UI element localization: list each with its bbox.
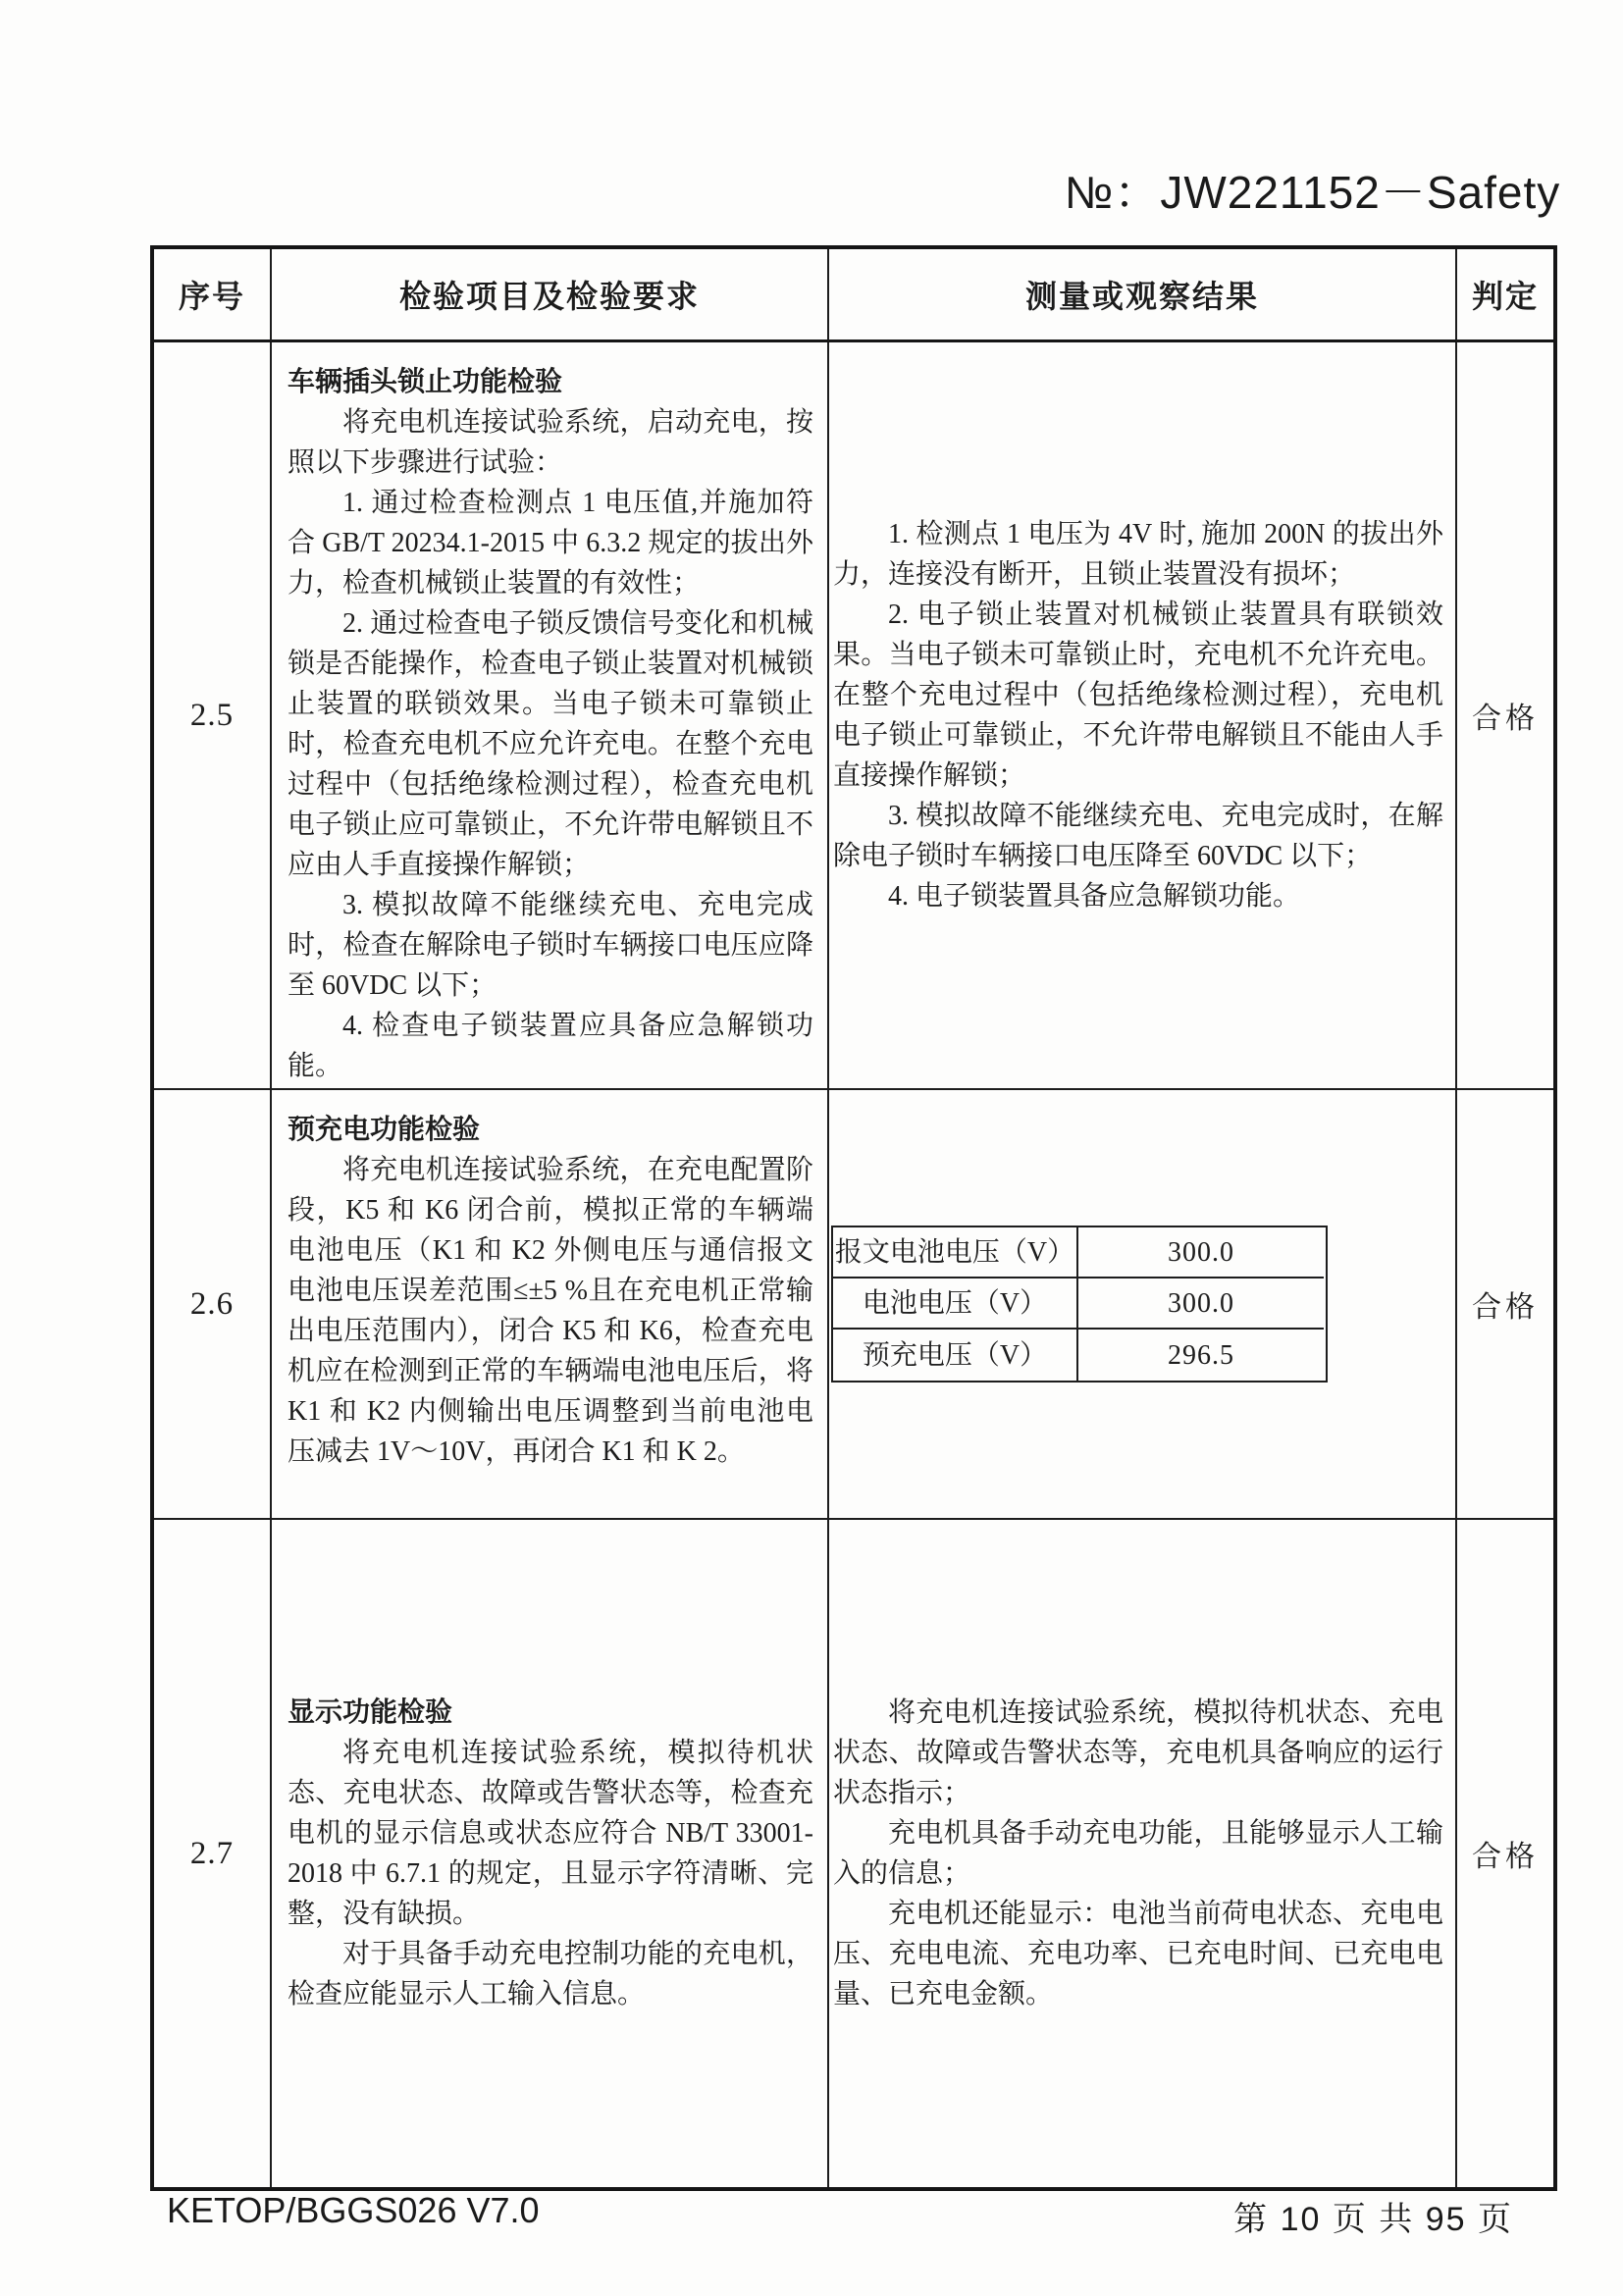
col-header-requirements: 检验项目及检验要求 <box>272 249 829 342</box>
requirement-paragraph: 4. 检查电子锁装置应具备应急解锁功能。 <box>288 1011 813 1081</box>
requirement-paragraph: 将充电机连接试验系统，模拟待机状态、充电状态、故障或告警状态等，检查充电机的显示信息或状态应符合 NB/T 33001-2018 中 6.7.1 的规定，且显示字符清晰、完整，没有缺损。 <box>288 1738 813 1929</box>
row-2-5-results <box>829 342 1457 1090</box>
result-paragraph: 3. 模拟故障不能继续充电、充电完成时，在解除电子锁时车辆接口电压降至 60VDC 以下； <box>833 801 1443 871</box>
row-2-5-verdict: 合格 <box>1457 342 1553 1090</box>
footer-page-number: 第 10 页 共 95 页 <box>1233 2201 1513 2238</box>
result-table-label: 电池电压（V） <box>833 1278 1078 1330</box>
row-2-7-title: 显示功能检验 <box>288 1697 453 1728</box>
row-2-6-title: 预充电功能检验 <box>288 1115 481 1145</box>
row-2-6-verdict: 合格 <box>1457 1090 1553 1520</box>
row-2-7-requirements <box>272 1520 829 2187</box>
footer-form-code: KETOP/BGGS026 V7.0 <box>167 2190 540 2230</box>
requirement-paragraph: 2. 通过检查电子锁反馈信号变化和机械锁是否能操作，检查电子锁止装置对机械锁止装置的联锁效果。当电子锁未可靠锁止时，检查充电机不应允许充电。在整个充电过程中（包括绝缘检测过程），检查充电机电子锁止应可靠锁止，不允许带电解锁且不应由人手直接操作解锁； <box>288 608 813 880</box>
result-table-value: 300.0 <box>1078 1227 1324 1278</box>
precharge-result-table <box>831 1226 1328 1383</box>
result-table-value: 296.5 <box>1168 1339 1234 1371</box>
row-2-5-seq: 2.5 <box>154 342 272 1090</box>
result-paragraph: 1. 检测点 1 电压为 4V 时, 施加 200N 的拔出外力，连接没有断开，且锁止装置没有损坏； <box>833 519 1443 590</box>
row-2-6-results <box>829 1090 1457 1520</box>
requirement-paragraph: 3. 模拟故障不能继续充电、充电完成时，检查在解除电子锁时车辆接口电压应降至 60VDC 以下； <box>288 890 813 1001</box>
row-2-5-requirements <box>272 342 829 1090</box>
result-paragraph: 将充电机连接试验系统，模拟待机状态、充电状态、故障或告警状态等，充电机具备响应的运行状态指示； <box>833 1697 1443 1808</box>
row-2-7-verdict: 合格 <box>1472 1841 1539 1873</box>
result-paragraph: 2. 电子锁止装置对机械锁止装置具有联锁效果。当电子锁未可靠锁止时，充电机不允许充电。在整个充电过程中（包括绝缘检测过程），充电机电子锁止可靠锁止，不允许带电解锁且不能由人手直接操作解锁； <box>833 600 1443 791</box>
result-paragraph: 充电机还能显示：电池当前荷电状态、充电电压、充电电流、充电功率、已充电时间、已充电电量、已充电金额。 <box>833 1899 1443 2009</box>
requirement-paragraph: 对于具备手动充电控制功能的充电机，检查应能显示人工输入信息。 <box>288 1939 813 2009</box>
requirement-paragraph: 将充电机连接试验系统，启动充电，按照以下步骤进行试验： <box>288 407 813 478</box>
row-2-7-seq: 2.7 <box>154 1520 272 2187</box>
col-header-seq: 序号 <box>154 249 272 342</box>
requirement-paragraph: 1. 通过检查检测点 1 电压值,并施加符合 GB/T 20234.1-2015 中 6.3.2 规定的拔出外力，检查机械锁止装置的有效性； <box>288 488 813 599</box>
result-table-label: 报文电池电压（V） <box>833 1227 1078 1278</box>
row-2-5-title: 车辆插头锁止功能检验 <box>288 367 563 397</box>
result-paragraph: 4. 电子锁装置具备应急解锁功能。 <box>888 881 1301 912</box>
row-2-7-results <box>829 1520 1457 2187</box>
result-paragraph: 充电机具备手动充电功能，且能够显示人工输入的信息； <box>833 1818 1443 1889</box>
col-header-verdict: 判定 <box>1457 249 1553 342</box>
inspection-table <box>150 245 1557 2191</box>
row-2-6-seq: 2.6 <box>154 1090 272 1520</box>
doc-number: №：JW221152－Safety <box>1065 167 1561 218</box>
row-2-6-requirements <box>272 1090 829 1520</box>
requirement-paragraph: 将充电机连接试验系统，在充电配置阶段，K5 和 K6 闭合前，模拟正常的车辆端电池电压（K1 和 K2 外侧电压与通信报文电池电压误差范围≤±5 %且在充电机正常输出电压范围内），闭合 K5 和 K6，检查充电机应在检测到正常的车辆端电池电压后，将 K1 和 K2 内侧输出电压调整到当前电池电压减去 1V～10V，再闭合 K1 和 K 2。 <box>288 1155 813 1467</box>
result-table-value: 300.0 <box>1078 1278 1324 1330</box>
col-header-results: 测量或观察结果 <box>829 249 1457 342</box>
result-table-label: 预充电压（V） <box>833 1330 1078 1381</box>
